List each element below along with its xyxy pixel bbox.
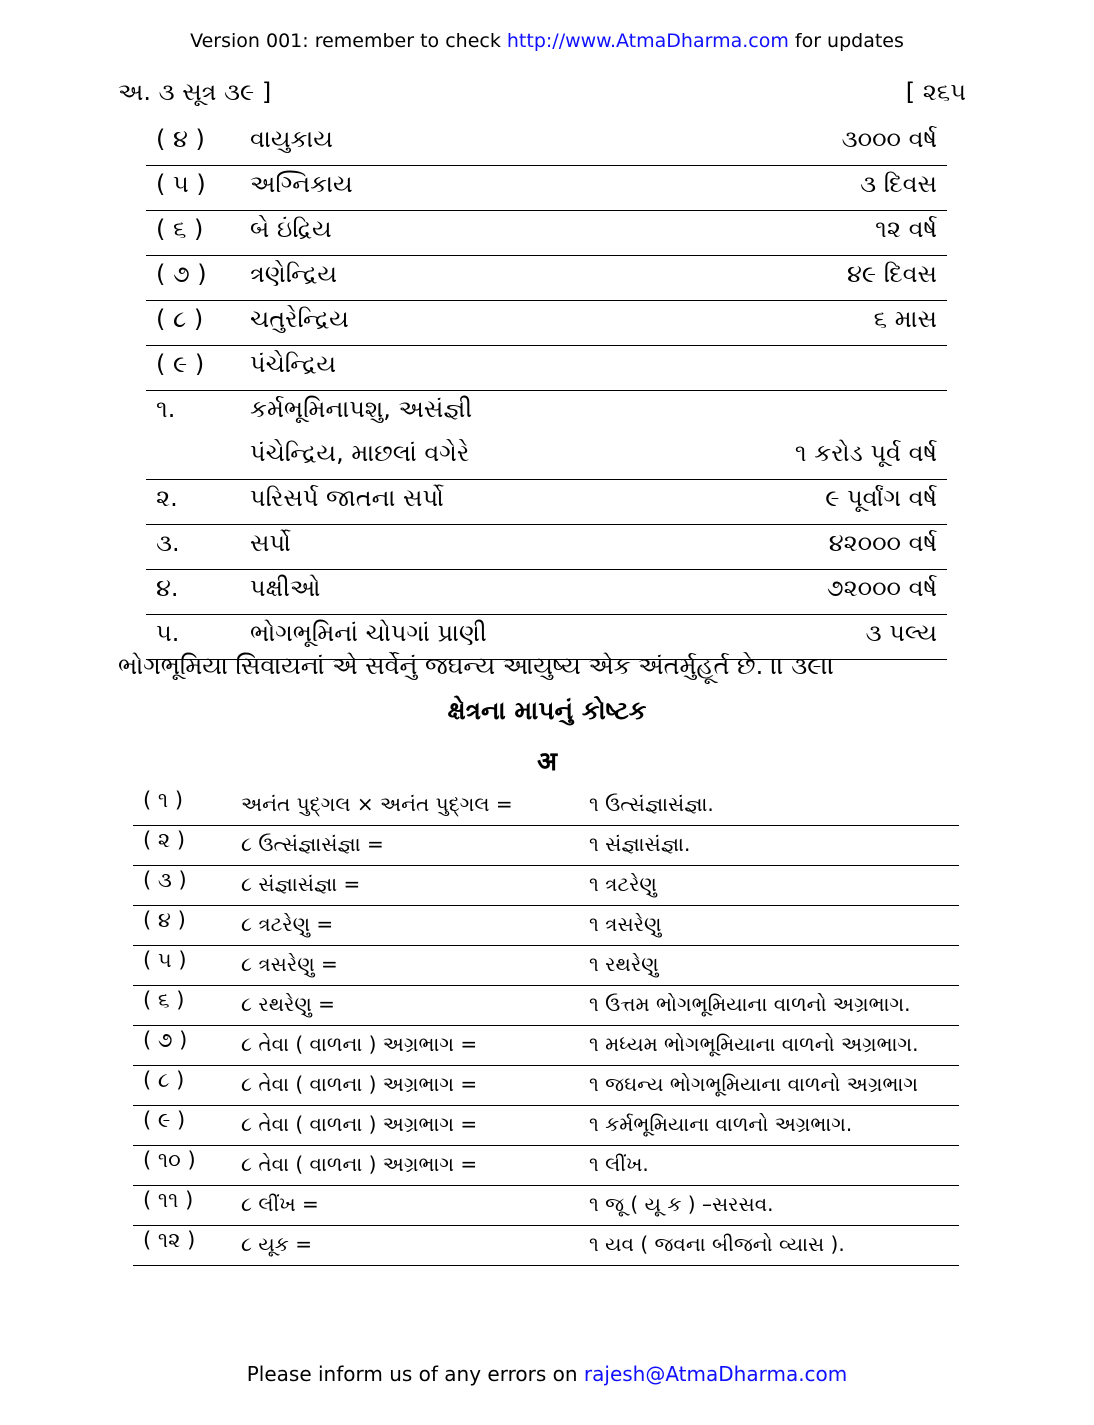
row-equation: ૮ તેવા ( વાળના ) અગ્રભાગ = — [241, 1112, 478, 1136]
row-name: પરિસર્પ જાતના સર્પો — [250, 484, 444, 512]
row-equation: ૮ તેવા ( વાળના ) અગ્રભાગ = — [241, 1152, 478, 1176]
website-link[interactable]: http://www.AtmaDharma.com — [506, 30, 789, 52]
row-equation: ૮ તેવા ( વાળના ) અગ્રભાગ = — [241, 1072, 478, 1096]
summary-sentence: ભોગભૂમિયા સિવાયનાં એ સર્વેનું જઘન્ય આયુષ્ય એક અંતર્મુહૂર્ત છે. ।। ૩૯।। — [118, 652, 835, 680]
row-result: ૧ મધ્યમ ભોગભૂમિયાના વાળનો અગ્રભાગ. — [589, 1032, 919, 1056]
table-row — [146, 211, 947, 256]
row-result: ૧ રથરેણુ — [589, 952, 659, 976]
row-equation: ૮ લીંખ = — [241, 1192, 319, 1216]
row-number: ( ૬ ) — [143, 988, 185, 1012]
row-value: ૬ માસ — [873, 305, 937, 333]
chapter-reference: અ. ૩ સૂત્ર ૩૯ ] — [118, 78, 272, 106]
row-name: ભોગભૂમિનાં ચોપગાં પ્રાણી — [250, 619, 487, 647]
table-row — [133, 1226, 959, 1266]
row-equation: અનંત પુદ્ગલ × અનંત પુદ્ગલ = — [241, 792, 513, 816]
row-name: બે ઇંદ્રિય — [250, 215, 332, 243]
table-row — [146, 256, 947, 301]
row-number: ( ૧૨ ) — [143, 1228, 196, 1252]
table-row — [146, 301, 947, 346]
section-title: ક્ષેત્રના માપનું કોષ્ટક — [447, 696, 647, 725]
row-equation: ૮ તેવા ( વાળના ) અગ્રભાગ = — [241, 1032, 478, 1056]
email-link[interactable]: rajesh@AtmaDharma.com — [583, 1362, 848, 1386]
row-number: ( ૬ ) — [156, 215, 204, 243]
row-equation: ૮ યૂક = — [241, 1232, 312, 1256]
row-name: સર્પો — [250, 529, 291, 557]
table-row — [133, 1106, 959, 1146]
row-result: ૧ કર્મભૂમિયાના વાળનો અગ્રભાગ. — [589, 1112, 853, 1136]
measurement-table — [133, 786, 959, 1266]
section-letter: अ — [537, 747, 557, 777]
row-number: ( ૮ ) — [156, 305, 204, 333]
table-row — [133, 826, 959, 866]
row-name: અગ્નિકાય — [250, 170, 353, 198]
row-number: ( ૯ ) — [143, 1108, 186, 1132]
row-equation: ૮ ત્રસરેણુ = — [241, 952, 338, 976]
row-result: ૧ યવ ( જવના બીજનો વ્યાસ ). — [589, 1232, 845, 1256]
table-row — [146, 121, 947, 166]
table-row — [146, 525, 947, 570]
row-value: ૪૯ દિવસ — [847, 260, 937, 288]
table-row — [133, 1066, 959, 1106]
page-number: [ ૨૬૫ — [905, 78, 966, 106]
table-row — [133, 1026, 959, 1066]
version-notice — [0, 30, 1094, 52]
table-row — [133, 1146, 959, 1186]
row-result: ૧ જૂ ( યૂ ક ) –સરસવ. — [589, 1192, 774, 1216]
row-name: વાયુકાય — [250, 125, 333, 153]
row-number: ૩. — [156, 529, 180, 557]
row-result: ૧ ઉત્તમ ભોગભૂમિયાના વાળનો અગ્રભાગ. — [589, 992, 911, 1016]
row-value: ૩ દિવસ — [860, 170, 937, 198]
version-suffix: for updates — [788, 30, 904, 52]
row-value: ૩૦૦૦ વર્ષ — [841, 125, 937, 153]
row-number: ૨. — [156, 484, 178, 512]
row-number: ( ૮ ) — [143, 1068, 185, 1092]
row-name: પક્ષીઓ — [250, 574, 321, 602]
row-name: ત્રણેન્દ્રિય — [250, 260, 337, 288]
row-equation: ૮ રથરેણુ = — [241, 992, 335, 1016]
row-result: ૧ લીંખ. — [589, 1152, 649, 1176]
row-number: ( ૧૦ ) — [143, 1148, 196, 1172]
table-row — [146, 570, 947, 615]
row-result: ૧ ઉત્સંજ્ઞાસંજ્ઞા. — [589, 792, 714, 816]
row-number: ૪. — [156, 574, 179, 602]
table-row — [146, 435, 947, 480]
error-report-notice — [0, 1362, 1094, 1386]
row-number: ( ૭ ) — [156, 260, 207, 288]
row-equation: ૮ ત્રટરેણુ = — [241, 912, 334, 936]
row-number: ( ૪ ) — [156, 125, 205, 153]
page-header — [118, 78, 966, 112]
footer-prefix: Please inform us of any errors on — [246, 1362, 584, 1386]
row-value: ૯ પૂર્વાંગ વર્ષ — [825, 484, 937, 512]
row-equation: ૮ ઉત્સંજ્ઞાસંજ્ઞા = — [241, 832, 384, 856]
table-row — [133, 946, 959, 986]
table-row — [146, 346, 947, 391]
table-row — [146, 391, 947, 435]
row-result: ૧ જઘન્ય ભોગભૂમિયાના વાળનો અગ્રભાગ — [589, 1072, 918, 1096]
row-result: ૧ ત્રસરેણુ — [589, 912, 662, 936]
row-number: ૫. — [156, 619, 180, 647]
row-number: ( ૫ ) — [156, 170, 206, 198]
lifespan-table — [146, 121, 947, 660]
row-value: ૧૨ વર્ષ — [875, 215, 937, 243]
row-value: ૧ કરોડ પૂર્વ વર્ષ — [794, 439, 937, 467]
row-result: ૧ ત્રટરેણુ — [589, 872, 657, 896]
table-row — [133, 906, 959, 946]
row-value: ૪૨૦૦૦ વર્ષ — [828, 529, 937, 557]
row-number: ( ૧૧ ) — [143, 1188, 194, 1212]
row-number: ( ૭ ) — [143, 1028, 188, 1052]
row-number: ( ૩ ) — [143, 868, 187, 892]
row-number: ( ૧ ) — [143, 788, 184, 812]
row-name: પંચેન્દ્રિય — [250, 350, 337, 378]
row-value: ૩ પલ્ય — [865, 619, 937, 647]
row-value: ૭૨૦૦૦ વર્ષ — [826, 574, 937, 602]
row-number: ( ૨ ) — [143, 828, 186, 852]
row-number: ( ૪ ) — [143, 908, 186, 932]
row-name: કર્મભૂમિનાપશુ, અસંજ્ઞી — [250, 395, 473, 423]
row-number: ( ૫ ) — [143, 948, 187, 972]
table-row — [133, 1186, 959, 1226]
row-equation: ૮ સંજ્ઞાસંજ્ઞા = — [241, 872, 361, 896]
table-row — [133, 866, 959, 906]
table-row — [133, 786, 959, 826]
row-name: ચતુરેન્દ્રિય — [250, 305, 349, 333]
table-row — [146, 166, 947, 211]
table-row — [133, 986, 959, 1026]
row-number: ૧. — [156, 395, 176, 423]
row-result: ૧ સંજ્ઞાસંજ્ઞા. — [589, 832, 691, 856]
version-prefix: Version 001: remember to check — [190, 30, 507, 52]
row-name: પંચેન્દ્રિય, માછલાં વગેરે — [250, 439, 470, 467]
table-row — [146, 480, 947, 525]
row-number: ( ૯ ) — [156, 350, 205, 378]
